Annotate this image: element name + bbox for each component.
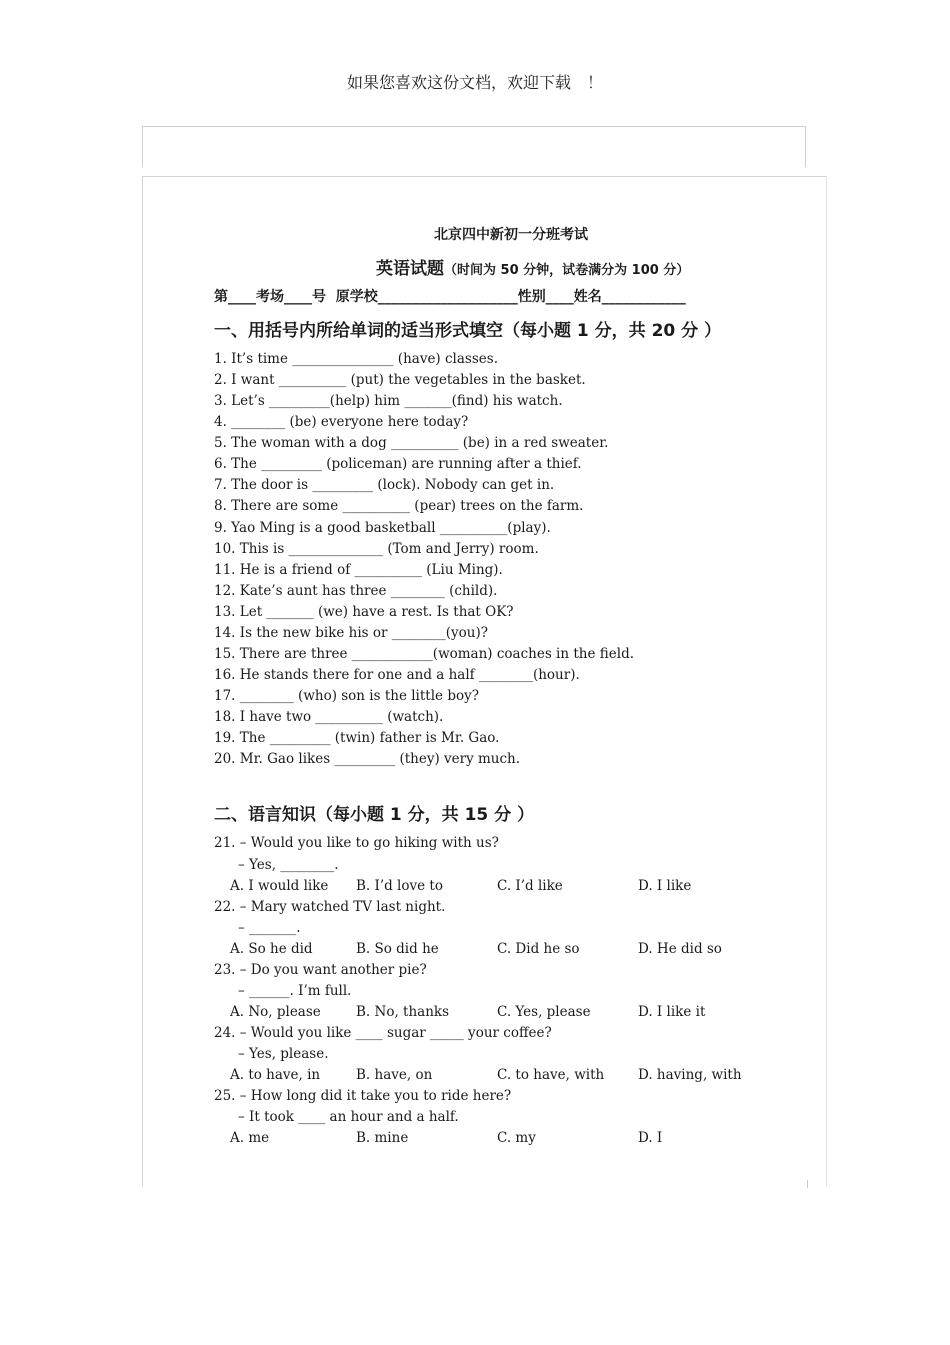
- question-24-option-d: D. having, with: [638, 1067, 742, 1083]
- question-21-stem: 21. – Would you like to go hiking with us?: [214, 835, 499, 851]
- question-14: 14. Is the new bike his or ________(you)?: [214, 625, 488, 641]
- student-info-line: 第____考场____号 原学校____________________性别____姓名____________: [214, 289, 686, 305]
- question-19: 19. The _________ (twin) father is Mr. Gao.: [214, 730, 500, 746]
- question-22-stem: 22. – Mary watched TV last night.: [214, 899, 446, 915]
- question-5: 5. The woman with a dog __________ (be) in a red sweater.: [214, 435, 609, 451]
- question-17: 17. ________ (who) son is the little boy?: [214, 688, 479, 704]
- question-16: 16. He stands there for one and a half ________(hour).: [214, 667, 580, 683]
- question-21-option-c: C. I’d like: [497, 878, 563, 894]
- question-1: 1. It’s time _______________ (have) classes.: [214, 351, 498, 367]
- question-24-option-a: A. to have, in: [230, 1067, 321, 1083]
- question-25-option-b: B. mine: [356, 1130, 409, 1146]
- question-23-reply: – ______. I’m full.: [238, 983, 352, 999]
- question-12: 12. Kate’s aunt has three ________ (child).: [214, 583, 498, 599]
- question-21-option-b: B. I’d love to: [356, 878, 443, 894]
- question-4: 4. ________ (be) everyone here today?: [214, 414, 469, 430]
- section2-heading: 二、语言知识（每小题 1 分，共 15 分 ）: [214, 805, 535, 825]
- download-banner: 如果您喜欢这份文档，欢迎下载 ！: [346, 73, 603, 92]
- question-24-option-c: C. to have, with: [497, 1067, 605, 1083]
- question-25-option-a: A. me: [230, 1130, 270, 1146]
- question-22-reply: – _______.: [238, 920, 301, 936]
- question-8: 8. There are some __________ (pear) trees on the farm.: [214, 498, 584, 514]
- question-9: 9. Yao Ming is a good basketball __________(play).: [214, 520, 551, 536]
- question-25-stem: 25. – How long did it take you to ride here?: [214, 1088, 512, 1104]
- question-23-option-c: C. Yes, please: [497, 1004, 591, 1020]
- question-23-option-d: D. I like it: [638, 1004, 706, 1020]
- question-7: 7. The door is _________ (lock). Nobody can get in.: [214, 477, 555, 493]
- question-24-reply: – Yes, please.: [238, 1046, 329, 1062]
- exam-subject: 英语试题: [376, 259, 444, 279]
- question-23-stem: 23. – Do you want another pie?: [214, 962, 427, 978]
- question-24-option-b: B. have, on: [356, 1067, 433, 1083]
- question-22-option-c: C. Did he so: [497, 941, 580, 957]
- question-21-reply: – Yes, ________.: [238, 857, 339, 873]
- question-21-option-a: A. I would like: [230, 878, 329, 894]
- question-2: 2. I want __________ (put) the vegetables in the basket.: [214, 372, 586, 388]
- question-6: 6. The _________ (policeman) are running after a thief.: [214, 456, 582, 472]
- question-21-option-d: D. I like: [638, 878, 692, 894]
- section1-heading: 一、用括号内所给单词的适当形式填空（每小题 1 分，共 20 分 ）: [214, 321, 722, 341]
- page-top-strip: [142, 126, 806, 167]
- question-15: 15. There are three ____________(woman) coaches in the field.: [214, 646, 635, 662]
- question-22-option-a: A. So he did: [230, 941, 313, 957]
- question-25-option-c: C. my: [497, 1130, 536, 1146]
- question-11: 11. He is a friend of __________ (Liu Ming).: [214, 562, 503, 578]
- question-20: 20. Mr. Gao likes _________ (they) very much.: [214, 751, 521, 767]
- question-23-option-a: A. No, please: [230, 1004, 321, 1020]
- question-23-option-b: B. No, thanks: [356, 1004, 449, 1020]
- question-10: 10. This is ______________ (Tom and Jerry) room.: [214, 541, 539, 557]
- question-3: 3. Let’s _________(help) him _______(find) his watch.: [214, 393, 563, 409]
- question-24-stem: 24. – Would you like ____ sugar _____ your coffee?: [214, 1025, 552, 1041]
- question-22-option-d: D. He did so: [638, 941, 722, 957]
- scan-mark: [807, 1180, 808, 1188]
- question-13: 13. Let _______ (we) have a rest. Is that OK?: [214, 604, 514, 620]
- exam-school-title: 北京四中新初一分班考试: [434, 227, 588, 243]
- exam-time-note: （时间为 50 分钟，试卷满分为 100 分）: [444, 263, 690, 278]
- question-22-option-b: B. So did he: [356, 941, 439, 957]
- exam-title: [376, 254, 689, 279]
- question-25-option-d: D. I: [638, 1130, 663, 1146]
- question-18: 18. I have two __________ (watch).: [214, 709, 444, 725]
- question-25-reply: – It took ____ an hour and a half.: [238, 1109, 459, 1125]
